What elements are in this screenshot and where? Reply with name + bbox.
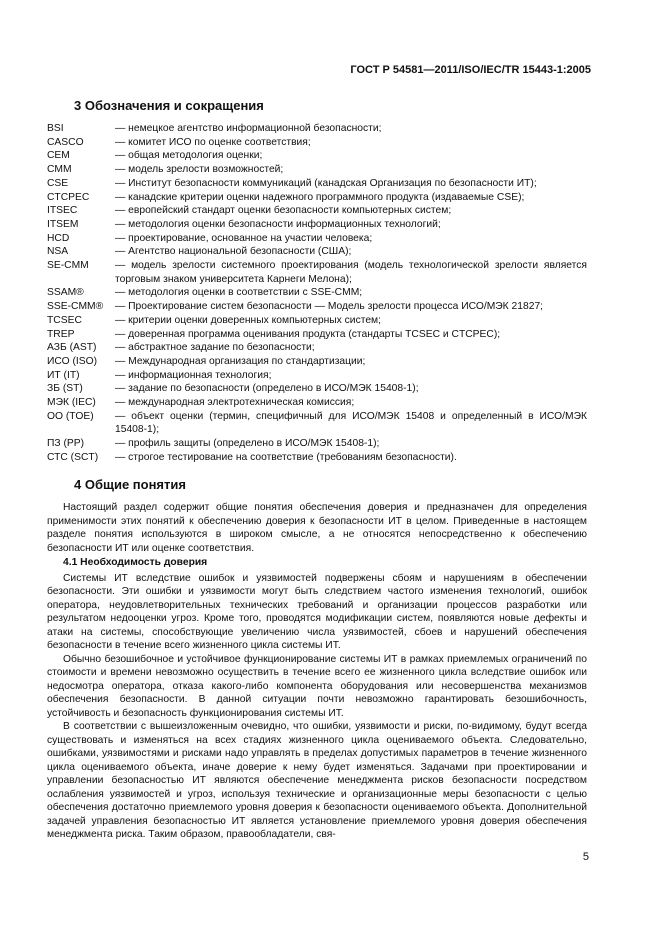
abbreviation-definition: — методология оценки в соответствии с SSE-CMM; xyxy=(115,287,363,299)
abbreviation-definition: — профиль защиты (определено в ИСО/МЭК 15408-1); xyxy=(115,438,380,450)
abbreviation-definition: — объект оценки (термин, специфичный для ИСО/МЭК 15408 и определенный в ИСО/МЭК 15408-1); xyxy=(115,410,587,436)
abbreviation-definition: — задание по безопасности (определено в ИСО/МЭК 15408-1); xyxy=(115,383,419,395)
abbreviation-definition: — информационная технология; xyxy=(115,369,272,381)
section-4-title: 4 Общие понятия xyxy=(74,477,186,492)
abbreviation-definition: — немецкое агентство информационной безопасности; xyxy=(115,123,382,134)
paragraph: В соответствии с вышеизложенным очевидно, что ошибки, уязвимости и риски, по-видимому, будут всегда существовать и изменяться на всех стадиях жизненного цикла оцениваемого объекта. Следовательно, ошибками, уязвимостями и рисками надо управлять в пределах допустимых параметров в течение жизненного цикла оцениваемого объекта, иначе доверие к нему будет изменяться. Задачами при проектировании и управлении безопасностью ИТ являются обеспечение менеджмента рисков безопасности посредством ослабления уязвимостей и угроз, используя технические и организационные меры безопасности с целью обеспечения достаточно приемлемого уровня доверия к безопасности оцениваемого объекта. Дополнительной задачей управления безопасностью ИТ является установление приемлемого уровня доверия обеспечения менеджмента риска. Таким образом, правообладатели, свя- xyxy=(47,721,587,840)
abbreviation-definition: — комитет ИСО по оценке соответствия; xyxy=(115,136,311,148)
abbreviation-term: SSE-CMM® xyxy=(47,301,104,313)
list-item xyxy=(47,122,587,136)
abbreviation-definition: — проектирование, основанное на участии человека; xyxy=(115,232,373,244)
list-item xyxy=(47,245,587,259)
abbreviation-definition: — критерии оценки доверенных компьютерных систем; xyxy=(115,314,381,326)
list-item xyxy=(47,136,587,150)
list-item xyxy=(47,314,587,328)
abbreviation-definition: — Международная организация по стандартизации; xyxy=(115,355,366,367)
list-item xyxy=(47,451,587,465)
abbreviation-term: CTCPEC xyxy=(47,191,90,203)
list-item xyxy=(47,232,587,246)
abbreviation-term: ITSEM xyxy=(47,218,79,230)
list-item xyxy=(47,177,587,191)
abbreviation-definition: — модель зрелости системного проектирования (модель технологической зрелости является торговым знаком университета Карнеги Мелона); xyxy=(115,260,587,285)
section-3-title: 3 Обозначения и сокращения xyxy=(74,98,264,113)
abbreviation-term: ИТ (IT) xyxy=(47,369,80,381)
list-item xyxy=(47,410,587,437)
abbreviation-definition: — Институт безопасности коммуникаций (канадская Организация по безопасности ИТ); xyxy=(115,177,537,189)
abbreviation-definition: — Проектирование систем безопасности — Модель зрелости процесса ИСО/МЭК 21827; xyxy=(115,301,544,313)
list-item xyxy=(47,163,587,177)
intro-paragraph: Настоящий раздел содержит общие понятия обеспечения доверия и предназначен для определения применимости этих понятий к обеспечению доверия к безопасности ИТ в целом. Приведенные в настоящем разделе понятия используются в широком смысле, а не относятся непосредственно к обеспечению безопасности ИТ или оценке соответствия. xyxy=(47,502,587,554)
abbreviation-definition: — доверенная программа оценивания продукта (стандарты TCSEC и CTCPEC); xyxy=(115,328,501,340)
abbreviation-term: BSI xyxy=(47,123,64,134)
paragraph: Обычно безошибочное и устойчивое функционирование системы ИТ в рамках приемлемых ограничений по стоимости и времени невозможно осуществить в течение всего ее жизненного цикла вследствие ошибок или недосмотра оператора, отказа какого-либо компонента оборудования или несовершенства механизмов обеспечения безопасности. В данной ситуации почти невозможно гарантировать безошибочность, устойчивость и безопасность функционирования системы ИТ. xyxy=(47,653,587,719)
abbreviation-term: SSAM® xyxy=(47,287,84,299)
list-item xyxy=(47,369,587,383)
abbreviation-definition: — международная электротехническая комиссия; xyxy=(115,397,355,409)
abbreviation-term: ИСО (ISO) xyxy=(47,355,98,367)
abbreviations-list xyxy=(47,122,587,465)
list-item xyxy=(47,437,587,451)
abbreviation-term: NSA xyxy=(47,246,69,258)
abbreviation-term: ЗБ (ST) xyxy=(47,383,83,395)
abbreviation-definition: — канадские критерии оценки надежного программного продукта (издаваемые CSE); xyxy=(115,191,525,203)
abbreviation-definition: — Агентство национальной безопасности (США); xyxy=(115,246,352,258)
abbreviation-definition: — методология оценки безопасности информационных технологий; xyxy=(115,218,441,230)
abbreviation-term: CMM xyxy=(47,164,72,176)
list-item xyxy=(47,191,587,205)
abbreviation-term: ОО (TOE) xyxy=(47,410,94,422)
list-item xyxy=(47,328,587,342)
abbreviation-term: ПЗ (PP) xyxy=(47,438,85,450)
list-item xyxy=(47,396,587,410)
list-item xyxy=(47,286,587,300)
abbreviation-definition: — модель зрелости возможностей; xyxy=(115,164,284,176)
list-item xyxy=(47,300,587,314)
list-item xyxy=(47,355,587,369)
list-item xyxy=(47,218,587,232)
list-item xyxy=(47,149,587,163)
abbreviation-definition: — абстрактное задание по безопасности; xyxy=(115,342,315,354)
list-item xyxy=(47,341,587,355)
abbreviation-term: HCD xyxy=(47,232,70,244)
abbreviation-term: TREP xyxy=(47,328,75,340)
abbreviation-term: СТС (SCT) xyxy=(47,451,99,463)
abbreviation-definition: — общая методология оценки; xyxy=(115,150,263,162)
section-4-body xyxy=(47,501,587,842)
abbreviation-term: CSE xyxy=(47,177,69,189)
list-item xyxy=(47,382,587,396)
abbreviation-term: CEM xyxy=(47,150,70,162)
document-header: ГОСТ Р 54581—2011/ISO/IEC/TR 15443-1:2005 xyxy=(350,64,591,76)
abbreviation-term: АЗБ (AST) xyxy=(47,342,97,354)
abbreviation-definition: — строгое тестирование на соответствие (требованиям безопасности). xyxy=(115,451,457,463)
subsection-4-1-title: 4.1 Необходимость доверия xyxy=(63,557,208,568)
abbreviation-term: SE-CMM xyxy=(47,260,89,272)
page-number: 5 xyxy=(582,851,589,863)
abbreviation-term: МЭК (IEC) xyxy=(47,397,96,409)
list-item xyxy=(47,204,587,218)
list-item xyxy=(47,259,587,286)
abbreviation-term: TCSEC xyxy=(47,314,82,326)
abbreviation-term: ITSEC xyxy=(47,205,78,217)
paragraph: Системы ИТ вследствие ошибок и уязвимостей подвержены сбоям и нарушениям в обеспечении безопасности. Эти ошибки и уязвимости могут быть следствием частого изменения технологий, ошибок оператора, неудовлетворительных технических требований и организации процессов разработки или результатом недооценки угроз. Кроме того, проводятся модификации систем, появляются новые дефекты и атаки на системы, способствующие увеличению числа уязвимостей, сбоев и нарушений обеспечения безопасности в течение всего жизненного цикла системы ИТ. xyxy=(47,572,587,651)
abbreviation-definition: — европейский стандарт оценки безопасности компьютерных систем; xyxy=(115,205,452,217)
abbreviation-term: CASCO xyxy=(47,136,84,148)
